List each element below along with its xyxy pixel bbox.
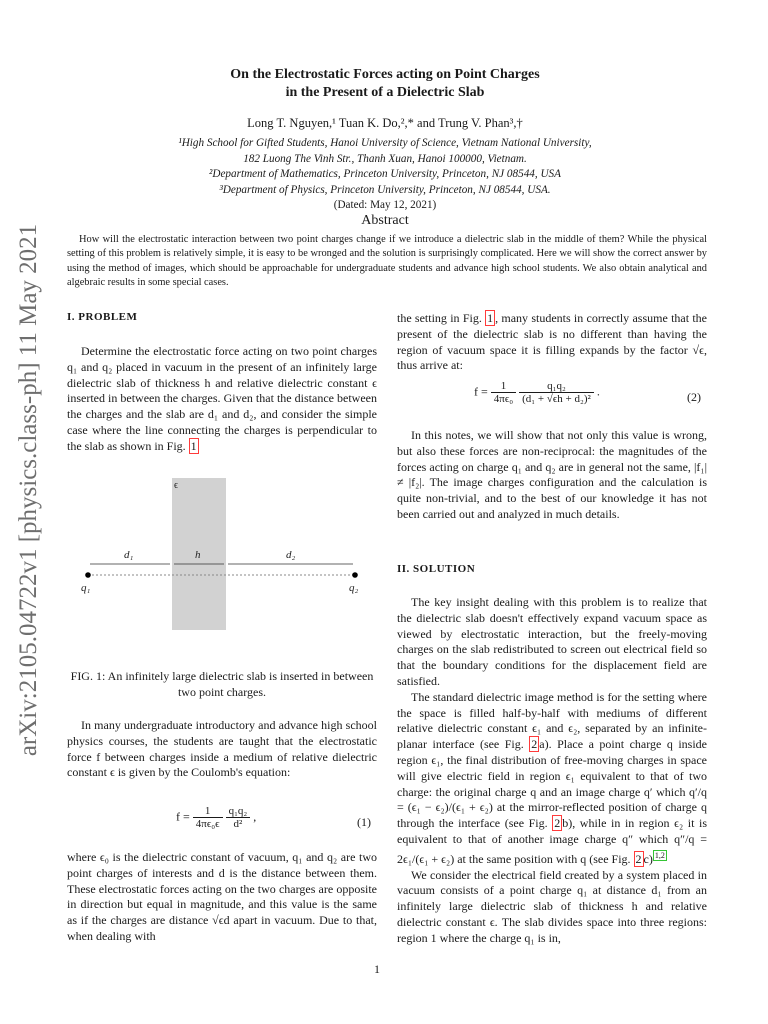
right-p1b: , many students in correctly assume that the present of the dielectric slab is no different than having the region of vacuum space it is filling expands by the factor √ϵ, thus arrive at: bbox=[397, 311, 707, 373]
section-solution-heading: II. SOLUTION bbox=[397, 563, 476, 575]
equation-2 bbox=[474, 380, 600, 405]
figure-1-caption: FIG. 1: An infinitely large dielectric slab is inserted in between two point charges. bbox=[70, 669, 374, 699]
d2-label: d₂ bbox=[286, 549, 296, 561]
left-paragraph-1 bbox=[67, 344, 377, 455]
right-p1a: the setting in Fig. bbox=[397, 311, 486, 325]
eq1-tail: , bbox=[253, 809, 257, 824]
eq1-lhs: f = bbox=[176, 809, 190, 824]
fig-1-ref-link[interactable]: 1 bbox=[487, 311, 494, 325]
right-p4d: c) bbox=[643, 851, 653, 866]
left-paragraph-3 bbox=[67, 850, 377, 945]
section-problem-heading: I. PROBLEM bbox=[67, 311, 138, 323]
h-label: h bbox=[195, 549, 201, 561]
right-p5-text: We consider the electrical field created by a system placed in vacuum consists of a point charge q₁ at distance d₁ from an infinitely large dielectric slab of thickness h and relative dielectric constant ϵ. The slab divides space into three regions: region 1 where the charge q₁ is in, bbox=[397, 867, 707, 945]
charge-q2-point bbox=[352, 572, 358, 578]
right-p4c: b), while in in region ϵ₂ it is equivalent to that of another image charge q″ which q″/q = 2ϵ₁/(ϵ₁ + ϵ₂) at the same position with q (see Fig. bbox=[397, 816, 708, 866]
affiliation-2: ²Department of Mathematics, Princeton University, Princeton, NJ 08544, USA bbox=[209, 168, 561, 180]
charge-q1-point bbox=[85, 572, 91, 578]
eq2-num2: q₁q₂ bbox=[519, 380, 594, 393]
left-p3-text: where ϵ₀ is the dielectric constant of vacuum, q₁ and q₂ are two point charges of interests and d is the distance between them. These electrostatic forces acting on the two charges are opposite in direction but equal in magnitude, and this value is the same as if the charges are distance √ϵd apart in vacuum. Due to that, when dealing with bbox=[67, 850, 377, 943]
abstract-heading: Abstract bbox=[361, 213, 409, 228]
eq2-tail: . bbox=[596, 384, 600, 399]
eq1-num2: q₁q₂ bbox=[226, 805, 251, 818]
page-number: 1 bbox=[374, 962, 380, 976]
eq2-den1: 4πϵ₀ bbox=[493, 393, 514, 405]
eq2-num1: 1 bbox=[491, 380, 516, 393]
right-paragraph-3 bbox=[397, 595, 707, 947]
right-paragraph-1 bbox=[397, 311, 707, 374]
right-p2-text: In this notes, we will show that not only this value is wrong, but also these forces are non-reciprocal: the magnitudes of the forces acting on charge q₁ and q₂ are in general not the same, |f₁| ≠ |f₂|. The image charges configuration and the calculation is quite non-trivial, and to the best of our knowledge it has not been carried out and analyzed in much details. bbox=[397, 428, 707, 521]
affiliation-3: ³Department of Physics, Princeton University, Princeton, NJ 08544, USA. bbox=[219, 183, 551, 196]
eq1-den2: d² bbox=[233, 818, 243, 830]
eq1-den1: 4πϵ₀ϵ bbox=[195, 818, 220, 830]
paper-title bbox=[120, 66, 650, 102]
fig-2a-ref-link[interactable]: 2 bbox=[531, 737, 538, 752]
arxiv-sidebar bbox=[4, 223, 54, 757]
left-p1-text: Determine the electrostatic force acting on two point charges q₁ and q₂ placed in vacuum in the present of an infinitely large dielectric slab of thickness h and relative dielectric constant ϵ inserted in between the charges. Given that the distance between the charges and the slab are d₁ and d₂, and consider the simple case where the line connecting the charges is perpendicular to the slab as shown in Fig. bbox=[67, 344, 377, 453]
affiliation-1b: 182 Luong The Vinh Str., Thanh Xuan, Hanoi 100000, Vietnam. bbox=[243, 152, 527, 165]
affiliations bbox=[90, 136, 680, 214]
right-p4b: a). Place a point charge q inside region ϵ₁, the final distribution of free-moving charges in space will give electric field in region ϵ₁ equivalent to that of two charge: the original charge q and an image charge q′ which q′/q = (ϵ₁ − ϵ₂)/(ϵ₁ + ϵ₂) at the mirror-reflected position of charge q through the interface (see Fig. bbox=[397, 737, 707, 831]
right-p3-text: The key insight dealing with this problem is to realize that the dielectric slab doesn't effectively expand vacuum space as viewed by electrostatic interaction, but the freely-moving charges on the slab redistributed to screen out electrical field so that the boundary conditions for the displacement field are satisfied. bbox=[397, 595, 707, 688]
eq2-frac-1 bbox=[491, 380, 516, 405]
author-list: Long T. Nguyen,¹ Tuan K. Do,²,* and Trung V. Phan³,† bbox=[247, 116, 523, 130]
eq1-frac-1 bbox=[193, 805, 223, 830]
fig-2b-ref-link[interactable]: 2 bbox=[554, 816, 561, 831]
fig-2c-ref-link[interactable]: 2 bbox=[635, 851, 642, 866]
right-p4a: The standard dielectric image method is for the setting where the space is filled half-by-half with mediums of different relative dielectric constant ϵ₁ and ϵ₂, separated by an infinite-planar interface (see Fig. bbox=[397, 689, 707, 752]
q1-label: q₁ bbox=[81, 582, 91, 594]
eq1-frac-2 bbox=[226, 805, 251, 830]
left-paragraph-2 bbox=[67, 718, 377, 781]
title-line-2: in the Present of a Dielectric Slab bbox=[285, 85, 485, 100]
title-line-1: On the Electrostatic Forces acting on Point Charges bbox=[230, 67, 540, 82]
abstract-text: How will the electrostatic interaction between two point charges change if we introduce a dielectric slab in the middle of them? While the physical setting of this problem is relatively simple, it is easy to be wronged and the solution is surprisingly complicated. Here we will show the correct answer by using the method of images, which should be approachable for undergraduate students and advance high school students. We also obtain analytical and algebraic results in some special cases. bbox=[67, 234, 707, 288]
epsilon-label: ϵ bbox=[174, 480, 179, 491]
eq2-frac-2 bbox=[519, 380, 594, 405]
fig-ref-link[interactable]: 1 bbox=[190, 438, 197, 453]
citation-link[interactable]: 1,2 bbox=[654, 850, 665, 860]
eq2-lhs: f = bbox=[474, 384, 488, 399]
equation-1-number: (1) bbox=[357, 815, 371, 829]
figure-1 bbox=[70, 478, 380, 648]
equation-2-number: (2) bbox=[687, 390, 701, 404]
arxiv-identifier[interactable]: arXiv:2105.04722v1 [physics.class-ph] 11 May 2021 bbox=[15, 223, 42, 757]
left-p2-text: In many undergraduate introductory and advance high school physics courses, the students are taught that the electrostatic force f between charges inside a medium of relative dielectric constant ϵ is given by the Coulomb's equation: bbox=[67, 718, 377, 780]
affiliation-1a: ¹High School for Gifted Students, Hanoi University of Science, Vietnam National University, bbox=[178, 137, 592, 149]
right-p4 bbox=[397, 690, 707, 868]
d1-label: d₁ bbox=[124, 549, 134, 561]
q2-label: q₂ bbox=[349, 582, 359, 594]
right-paragraph-2 bbox=[397, 428, 707, 523]
eq2-den2: (d₁ + √ϵh + d₂)² bbox=[522, 393, 591, 405]
dated-line: (Dated: May 12, 2021) bbox=[333, 199, 437, 211]
equation-1 bbox=[176, 805, 256, 830]
eq1-num1: 1 bbox=[193, 805, 223, 818]
